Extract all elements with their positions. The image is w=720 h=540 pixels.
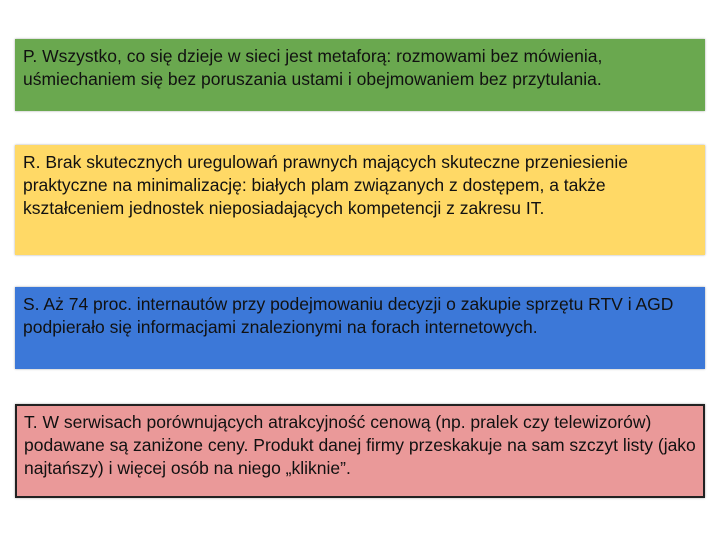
statement-text-s: S. Aż 74 proc. internautów przy podejmowaniu decyzji o zakupie sprzętu RTV i AGD podpierało się informacjami znalezionymi na forach internetowych. xyxy=(23,294,674,337)
statement-text-r: R. Brak skutecznych uregulowań prawnych mających skuteczne przeniesienie praktyczne na minimalizację: białych plam związanych z dostępem, a także kształceniem jednostek nieposiadających kompetencji z zakresu IT. xyxy=(23,152,629,218)
statement-text-t: T. W serwisach porównujących atrakcyjność cenową (np. pralek czy telewizorów) podawane są zaniżone ceny. Produkt danej firmy przeskakuje na sam szczyt listy (jako najtańszy) i więcej osób na niego „kliknie”. xyxy=(24,412,696,478)
statement-box-p xyxy=(15,39,705,111)
statement-box-s xyxy=(15,287,705,369)
statement-text-p: P. Wszystko, co się dzieje w sieci jest metaforą: rozmowami bez mówienia, uśmiechaniem się bez poruszania ustami i obejmowaniem bez przytulania. xyxy=(23,46,603,89)
statement-box-t xyxy=(15,404,705,498)
statement-box-r xyxy=(15,145,705,255)
